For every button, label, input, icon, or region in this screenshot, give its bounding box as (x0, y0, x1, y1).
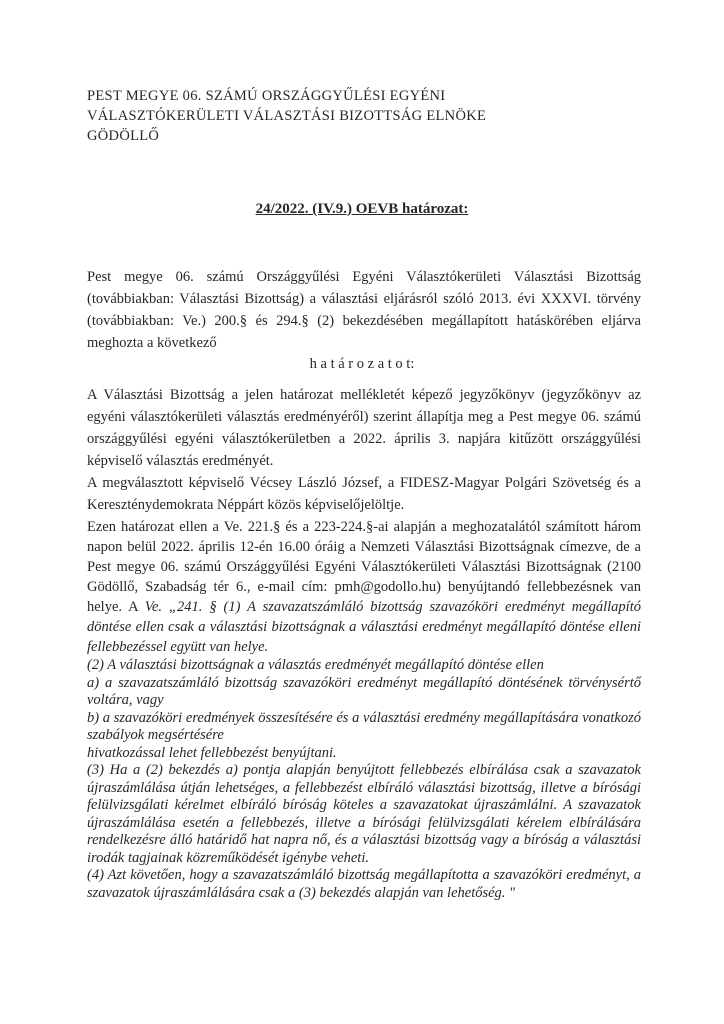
law-quote-line: (4) Azt követően, hogy a szavazatszámláló bizottság megállapította a szavazóköri eredményt, a szavazatok újraszámlálására csak a (3) bekezdés alapján van lehetőség. " (87, 867, 641, 901)
appeal-intro-text: Ezen határozat ellen a Ve. 221.§ és a 223-224.§-ai alapján a meghozatalától számított három napon belül 2022. április 12-én 16.00 óráig a Nemzeti Választási Bizottságnak címezve, de a Pest megye 06. számú Országgyűlési Egyéni Választókerületi Választási Bizottságnak (2100 Gödöllő, Szabadság tér 6., e-mail cím: pmh@godollo.hu) benyújtandó fellebbezésnek van helye. A (87, 519, 641, 615)
decision-title-text: 24/2022. (IV.9.) OEVB határozat: (255, 201, 469, 217)
result-block (87, 384, 641, 516)
decision-title (0, 201, 724, 218)
law-quote-line: hivatkozással lehet fellebbezést benyújtani. (87, 744, 337, 761)
law-quote-line: (2) A választási bizottságnak a választás eredményét megállapító döntése ellen (87, 657, 544, 673)
law-quote-line: (3) Ha a (2) bekezdés a) pontja alapján benyújtott fellebbezés elbírálása csak a szavazatok újraszámlálása útján lehetséges, a fellebbezést elbíráló választási bizottság, illetve a bírósági felülvizsgálati kérelmet elbíráló bíróság köteles a szavazatokat újraszámlálni. A szavazatok újraszámlálása esetén a fellebbezés, illetve a bírósági felülvizsgálati kérelem elbírálására rendelkezésre álló határidő hat napra nő, és a választási bizottság vagy a bíróság a választási irodák tagjainak közreműködését igénybe veheti. (87, 762, 641, 866)
law-quote-line: a) a szavazatszámláló bizottság szavazóköri eredményt megállapító döntésének törvénysértő voltára, vagy (87, 674, 641, 708)
decision-word: h a t á r o z a t o t: (309, 356, 415, 372)
elected-representative-paragraph: A megválasztott képviselő Vécsey László József, a FIDESZ-Magyar Polgári Szövetség és a Kereszténydemokrata Néppárt közös képviselőjelöltje. (87, 475, 641, 513)
issuer-line-2: VÁLASZTÓKERÜLETI VÁLASZTÁSI BIZOTTSÁG ELNÖKE (87, 108, 487, 124)
law-quote-line: b) a szavazóköri eredmények összesítésére és a választási eredmény megállapítására vonatkozó szabályok megsértésére (87, 709, 641, 743)
appeal-paragraph (87, 517, 641, 657)
intro-paragraph: Pest megye 06. számú Országgyűlési Egyéni Választókerületi Választási Bizottság (továbbiakban: Választási Bizottság) a választási eljárásról szóló 2013. évi XXXVI. törvény (továbbiakban: Ve.) 200.§ és 294.§ (2) bekezdésében megállapított hatáskörében eljárva meghozta a következő (87, 269, 641, 351)
result-paragraph: A Választási Bizottság a jelen határozat mellékletét képező jegyzőkönyv (jegyzőkönyv az egyéni választókerületi választás eredményéről) szerint állapítja meg a Pest megye 06. számú országgyűlési egyéni választókerületben a 2022. április 3. napjára kitűzött országgyűlési képviselő választás eredményét. (87, 387, 641, 469)
issuer-block (87, 86, 641, 146)
law-quote-intro: Ve. „241. § (1) A szavazatszámláló bizottság szavazóköri eredményt megállapító döntése ellen csak a választási bizottságnak a választási eredményt megállapító döntése elleni fellebbezéssel együtt van helye. (87, 599, 641, 655)
issuer-line-3: GÖDÖLLŐ (87, 128, 160, 144)
appeal-block (87, 517, 641, 902)
law-quote-block (87, 657, 641, 902)
issuer-line-1: PEST MEGYE 06. SZÁMÚ ORSZÁGGYŰLÉSI EGYÉNI (87, 88, 446, 104)
